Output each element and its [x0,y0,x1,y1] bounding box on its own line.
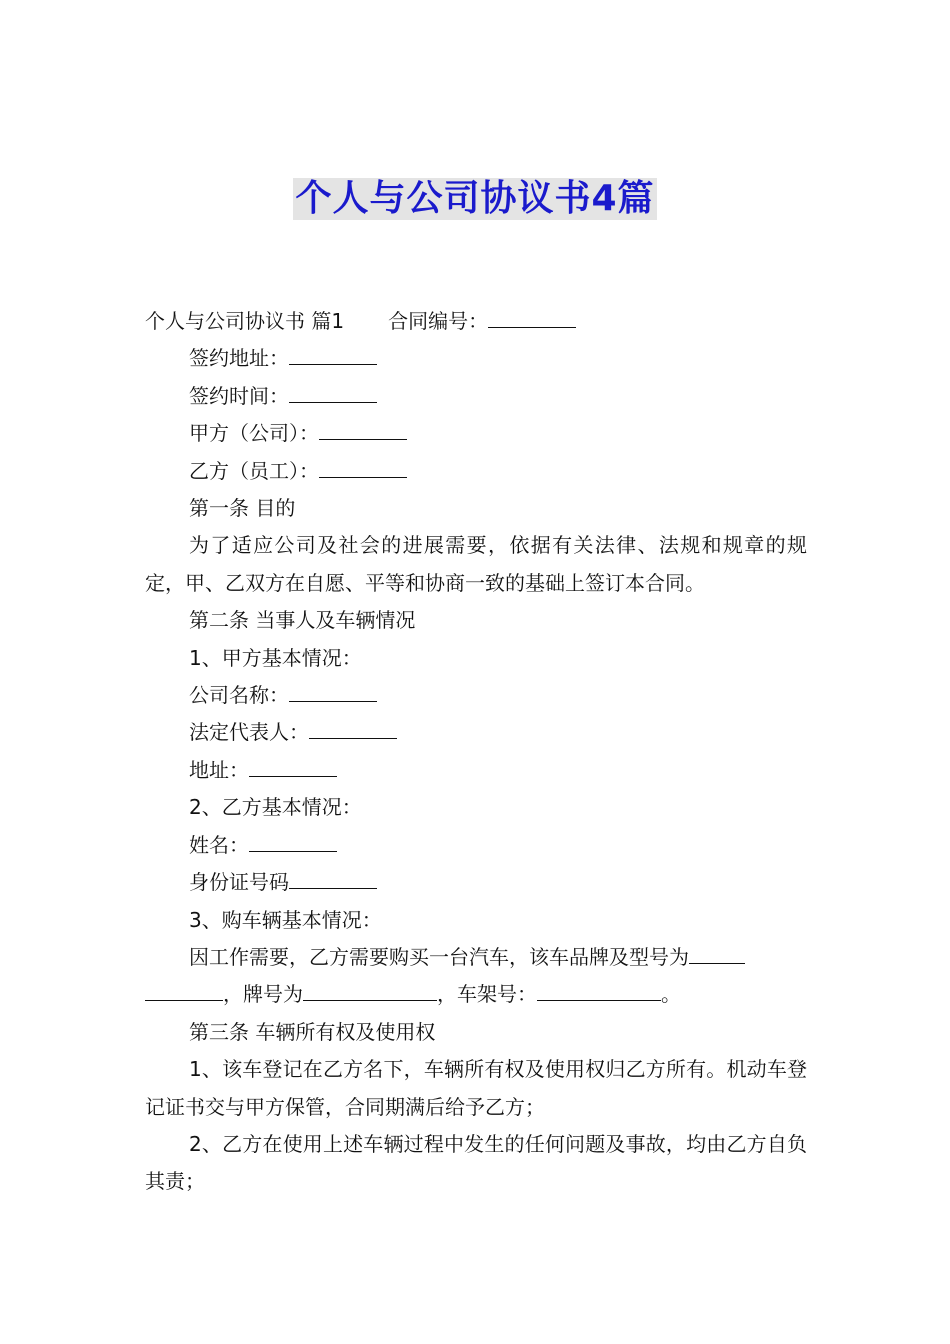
address-line [145,752,807,789]
sign-address-blank [289,342,377,365]
contract-no-blank [488,305,576,328]
vehicle-text-4: 。 [661,982,681,1007]
party-a-line [145,415,807,452]
vehicle-info-heading: 3、购车辆基本情况： [189,907,382,932]
address-label: 地址： [189,757,249,782]
sign-address-label: 签约地址： [189,346,289,371]
sign-address-line [145,340,807,377]
vehicle-model-blank-part1 [689,941,745,964]
vehicle-text-line2 [145,976,807,1013]
vehicle-text-3: ，车架号： [437,982,537,1007]
article3-item2: 2、乙方在使用上述车辆过程中发生的任何问题及事故，均由乙方自负其责； [145,1131,807,1194]
frame-number-blank [537,978,661,1001]
party-b-line [145,453,807,490]
document-title: 个人与公司协议书4篇 [295,178,655,219]
contract-no-label: 合同编号： [388,309,489,333]
legal-rep-label: 法定代表人： [189,720,309,745]
company-name-blank [289,679,377,702]
id-number-blank [289,866,377,889]
legal-rep-line [145,714,807,751]
party-a-info-heading: 1、甲方基本情况： [189,645,362,670]
address-blank [249,754,337,777]
article1-heading: 第一条 目的 [189,496,296,521]
vehicle-text-2: ，牌号为 [223,982,303,1007]
header-line [145,303,807,340]
vehicle-text-line1 [145,939,807,976]
title-wrapper [0,178,950,220]
article3-item1: 1、该车登记在乙方名下，车辆所有权及使用权归乙方所有。机动车登记证书交与甲方保管，合同期满后给予乙方； [145,1057,807,1119]
doc-name: 个人与公司协议书 篇1 [145,309,345,333]
vehicle-model-blank-part2 [145,978,223,1001]
sign-time-blank [289,380,377,403]
article1-text: 为了适应公司及社会的进展需要，依据有关法律、法规和规章的规定，甲、乙双方在自愿、平等和协商一致的基础上签订本合同。 [145,533,807,595]
company-name-line [145,677,807,714]
party-b-blank [319,455,407,478]
name-blank [249,829,337,852]
document-body [145,303,807,1201]
plate-number-blank [303,978,437,1001]
party-a-blank [319,417,407,440]
sign-time-label: 签约时间： [189,383,289,408]
id-number-label: 身份证号码 [189,870,289,895]
legal-rep-blank [309,716,397,739]
party-a-label: 甲方（公司）： [189,421,319,446]
name-line [145,827,807,864]
party-b-label: 乙方（员工）： [189,458,319,483]
id-number-line [145,864,807,901]
article2-heading: 第二条 当事人及车辆情况 [189,608,416,633]
article3-heading: 第三条 车辆所有权及使用权 [189,1019,436,1044]
vehicle-text-1: 因工作需要，乙方需要购买一台汽车，该车品牌及型号为 [189,944,689,969]
company-name-label: 公司名称： [189,683,289,708]
name-label: 姓名： [189,832,249,857]
party-b-info-heading: 2、乙方基本情况： [189,795,362,820]
sign-time-line [145,378,807,415]
